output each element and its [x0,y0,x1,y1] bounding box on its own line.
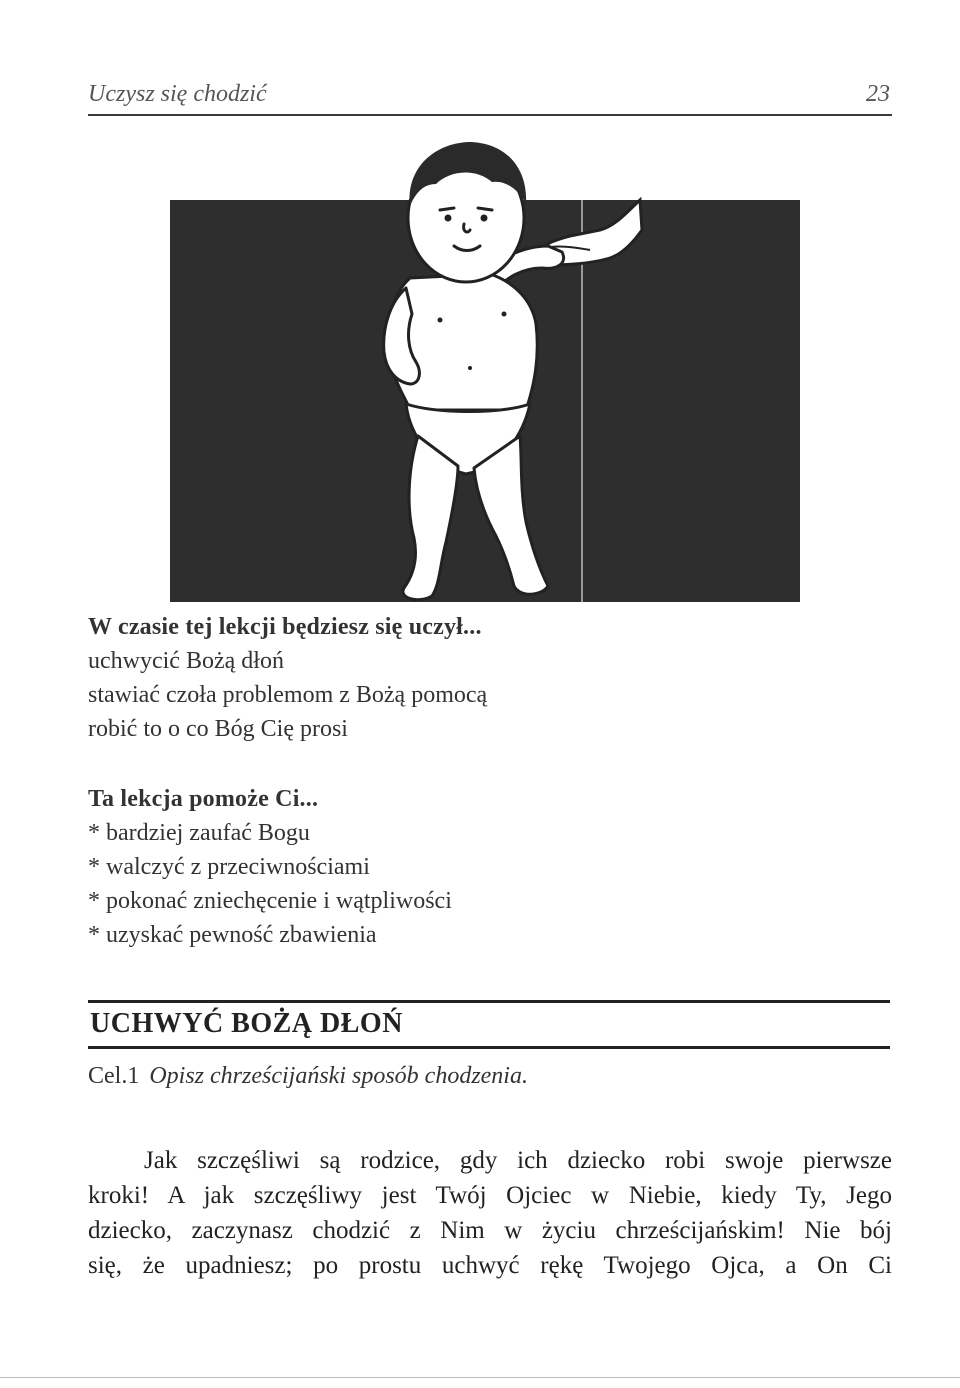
learning-goal-item: stawiać czoła problemom z Bożą pomocą [88,682,488,708]
benefit-item: * walczyć z przeciwnościami [88,854,370,880]
learning-goal-item: uchwycić Bożą dłoń [88,648,284,674]
page-edge-line [0,1377,960,1378]
learning-goals [88,610,487,746]
section-rule-top [88,1000,890,1003]
objective-text: Opisz chrześcijański sposób chodzenia. [149,1063,528,1089]
section-rule-bottom [88,1046,890,1049]
lesson-benefits-heading: Ta lekcja pomoże Ci... [88,786,319,812]
page-number: 23 [866,81,890,107]
learning-goal-item: robić to o co Bóg Cię prosi [88,716,348,742]
benefit-item: * bardziej zaufać Bogu [88,820,310,846]
benefit-item: * pokonać zniechęcenie i wątpliwości [88,888,452,914]
learning-goals-heading: W czasie tej lekcji będziesz się uczył... [88,614,482,640]
body-paragraph [88,1143,892,1283]
paragraph-line: Jak szczęśliwi są rodzice, gdy ich dziecko robi swoje pierwsze [144,1147,892,1174]
objective-label: Cel.1 [88,1063,140,1089]
objective-line [88,1063,528,1090]
paragraph-line: się, że upadniesz; po prostu uchwyć rękę Twojego Ojca, a On Ci [88,1252,892,1279]
chapter-title: Uczysz się chodzić [88,81,267,107]
running-header [88,78,892,116]
section-title: UCHWYĆ BOŻĄ DŁOŃ [90,1008,403,1039]
paragraph-line: dziecko, zaczynasz chodzić z Nim w życiu chrześcijańskim! Nie bój [88,1217,892,1244]
paragraph-line: kroki! A jak szczęśliwy jest Twój Ojciec w Niebie, kiedy Ty, Jego [88,1182,892,1209]
baby-walking-illustration [170,118,800,618]
benefit-item: * uzyskać pewność zbawienia [88,922,377,948]
lesson-benefits [88,782,452,952]
